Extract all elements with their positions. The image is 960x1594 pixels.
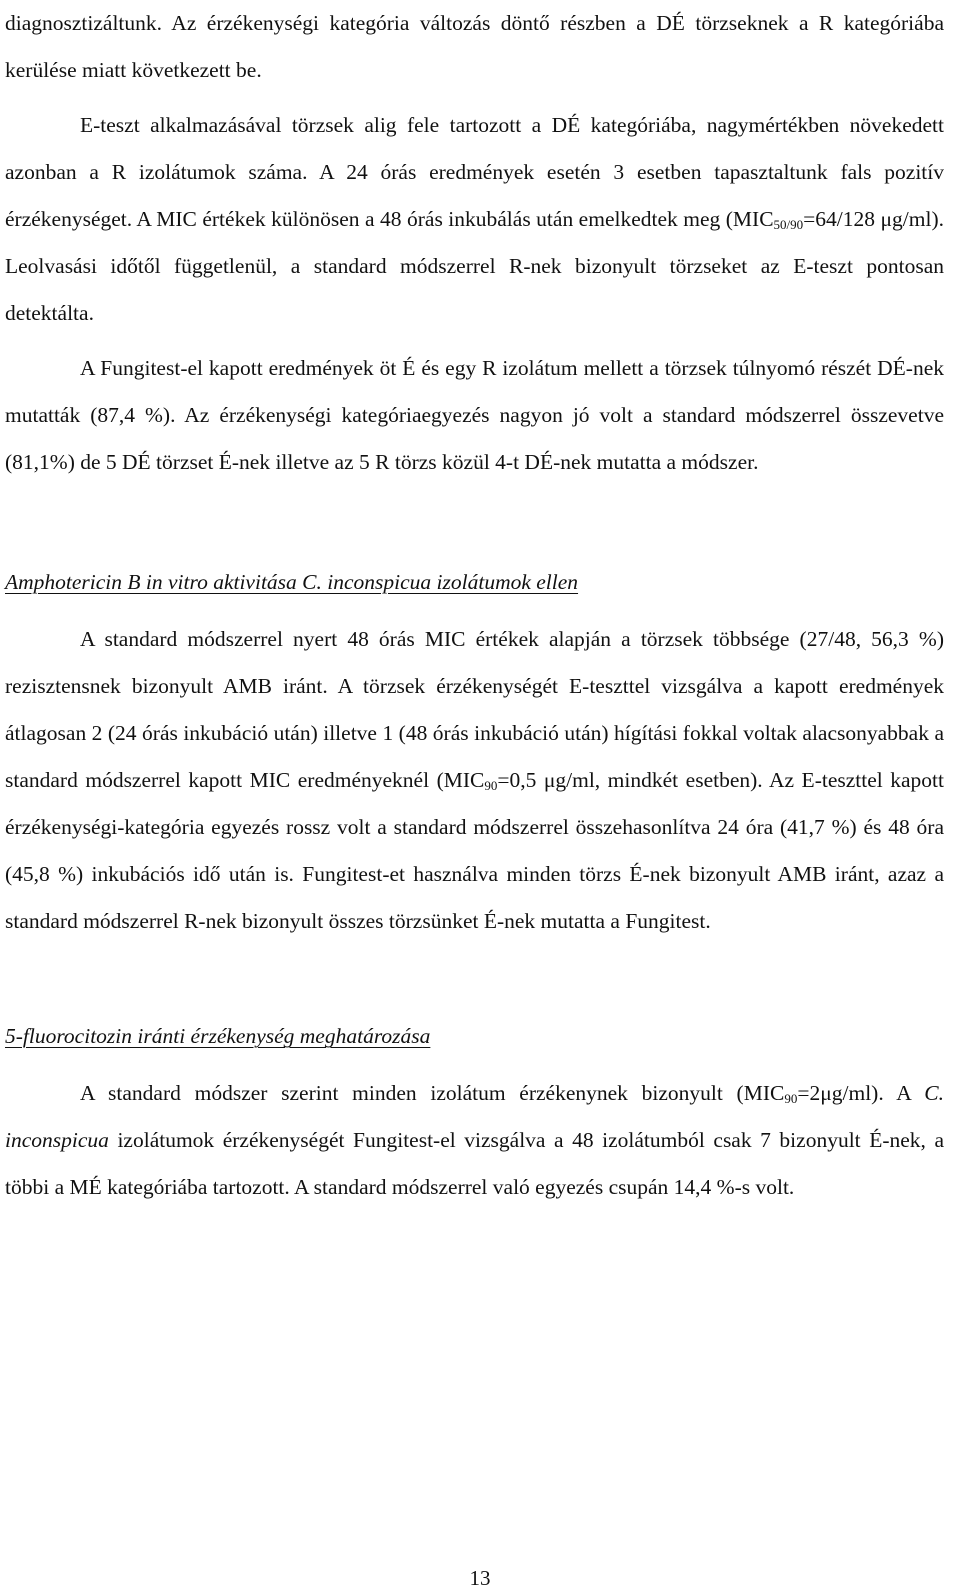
paragraph-4: A standard módszerrel nyert 48 órás MIC értékek alapján a törzsek többsége (27/48, 56,3 %) rezisztensnek bizonyult AMB iránt. A törzsek érzékenységét E-teszttel vizsgálva a kapott eredmények átlagosan 2 (24 órás inkubáció után) illetve 1 (48 órás inkubáció után) hígítási fokkal voltak alacsonyabbak a standard módszerrel kapott MIC eredményeknél ($MIC_{90}=0,5$ μg/ml, mindkét esetben). Az E-teszttel kapott érzékenységi-kategória egyezés rossz volt a standard módszerrel összehasonlítva 24 óra (41,7 %) és 48 óra (45,8 %) inkubációs idő után is. Fungitest-et használva minden törzs É-nek bizonyult AMB iránt, azaz a standard módszerrel R-nek bizonyult összes törzsünket É-nek mutatta a Fungitest. (5, 627, 944, 933)
section-heading-amphotericin: Amphotericin B in vitro aktivitása C. inconspicua izolátumok ellen (5, 570, 579, 594)
section-heading-fluorocitozin: 5-fluorocitozin iránti érzékenység meghatározása (5, 1024, 431, 1048)
paragraph-3: A Fungitest-el kapott eredmények öt É és egy R izolátum mellett a törzsek túlnyomó részét DÉ-nek mutatták (87,4 %). Az érzékenységi kategóriaegyezés nagyon jó volt a standard módszerrel összevetve (81,1%) de 5 DÉ törzset É-nek illetve az 5 R törzs közül 4-t DÉ-nek mutatta a módszer. (5, 356, 944, 474)
paragraph-2: E-teszt alkalmazásával törzsek alig fele tartozott a DÉ kategóriába, nagymértékben növekedett azonban a R izolátumok száma. A 24 órás eredmények esetén 3 esetben tapasztaltunk fals pozitív érzékenységet. A MIC értékek különösen a 48 órás inkubálás után emelkedtek meg ($MIC_{50/90}=64/128$ μg/ml). Leolvasási időtől függetlenül, a standard módszerrel R-nek bizonyult törzseket az E-teszt pontosan detektálta. (5, 113, 944, 325)
page-number: 13 (469, 1566, 491, 1590)
paragraph-5: A standard módszer szerint minden izolátum érzékenynek bizonyult $(MIC_{90}=2\mu g/ml)$. A C. inconspicua izolátumok érzékenységét Fungitest-el vizsgálva a 48 izolátumból csak 7 bizonyult É-nek, a többi a MÉ kategóriába tartozott. A standard módszerrel való egyezés csupán 14,4 %-s volt. (5, 1081, 944, 1199)
paragraph-1: diagnosztizáltunk. Az érzékenységi kategória változás döntő részben a DÉ törzseknek a R kategóriába kerülése miatt következett be. (5, 11, 944, 82)
document-page (5, 0, 944, 1211)
